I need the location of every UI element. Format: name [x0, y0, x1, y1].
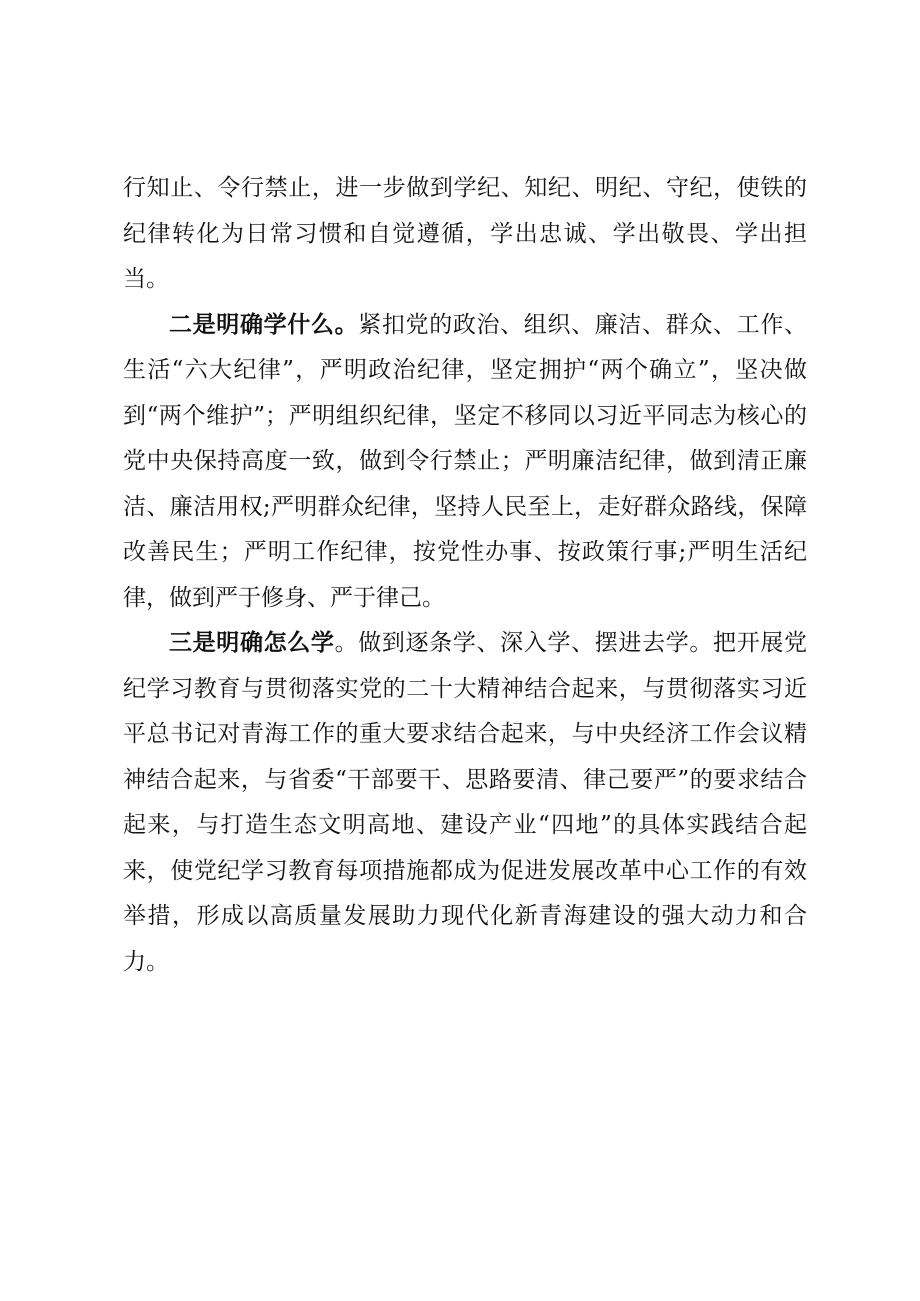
document-body [123, 166, 807, 985]
paragraph-what-to-learn [123, 303, 807, 622]
paragraph-lead-heading: 三是明确怎么学 [169, 630, 335, 656]
paragraph-continuation [123, 166, 807, 303]
paragraph-text: 紧扣党的政治、组织、廉洁、群众、工作、生活“六大纪律”，严明政治纪律，坚定拥护“两个确立”，坚决做到“两个维护”；严明组织纪律，坚定不移同以习近平同志为核心的党中央保持高度一致，做到令行禁止；严明廉洁纪律，做到清正廉洁、廉洁用权;严明群众纪律，坚持人民至上，走好群众路线，保障改善民生；严明工作纪律，按党性办事、按政策行事;严明生活纪律，做到严于修身、严于律己。 [123, 311, 808, 611]
paragraph-how-to-learn [123, 621, 807, 985]
paragraph-lead-heading: 二是明确学什么。 [169, 311, 359, 338]
paragraph-text: 。做到逐条学、深入学、摆进去学。把开展党纪学习教育与贯彻落实党的二十大精神结合起来，与贯彻落实习近平总书记对青海工作的重大要求结合起来，与中央经济工作会议精神结合起来，与省委“干部要干、思路要清、律己要严”的要求结合起来，与打造生态文明高地、建设产业“四地”的具体实践结合起来，使党纪学习教育每项措施都成为促进发展改革中心工作的有效举措，形成以高质量发展助力现代化新青海建设的强大动力和合力。 [123, 630, 808, 975]
paragraph-text: 行知止、令行禁止，进一步做到学纪、知纪、明纪、守纪，使铁的纪律转化为日常习惯和自觉遵循，学出忠诚、学出敬畏、学出担当。 [123, 175, 807, 292]
